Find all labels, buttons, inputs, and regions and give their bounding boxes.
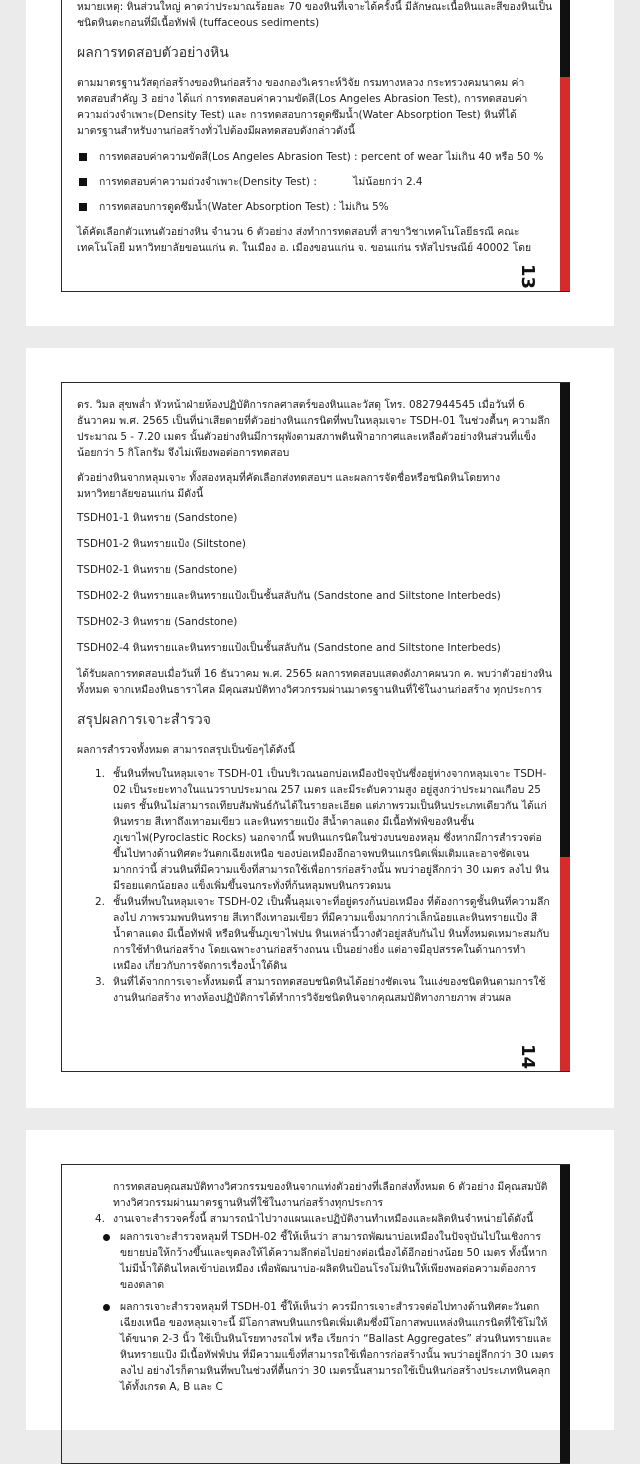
intro-paragraph: ตามมาตรฐานวัสดุก่อสร้างของหินก่อสร้าง ของกองวิเคราะห์วิจัย กรมทางหลวง กระทรวงคมนาคม ค่าทดสอบสำคัญ 3 อย่าง ได้แก่ การทดสอบค่าความขัดสี(Los Angeles Abrasion Test), การทดสอบค่าความถ่วงจำเพาะ(Density Test) และ การทดสอบการดูดซึมน้ำ(Water Absorption Test) หินที่ได้มาตรฐานสำหรับงานก่อสร้างทั่วไปต้องมีผลทดสอบดังกล่าวดังนี้ [77, 77, 528, 137]
note-text: หมายเหตุ: หินส่วนใหญ่ คาดว่าประมาณร้อยละ 70 ของหินที่เจาะได้ครั้งนี้ มีลักษณะเนื้อหินและสีของหินเป็นชนิดหินตะกอนที่มีเนื้อทัฟฟ์ (tuffaceous sediments) [77, 1, 553, 29]
sub-bullet: ผลการเจาะสำรวจหลุมที่ TSDH-02 ชี้ให้เห็นว่า สามารถพัฒนาบ่อเหมืองในปัจจุบันไปในเชิงการขยายบ่อให้กว้างขึ้นและขุดลงให้ได้ความลึกต่อไปอย่างต่อเนื่องได้อีกอย่างน้อย 50 เมตร ทั้งนี้หากไม่มีน้ำใต้ดินไหลเข้าบ่อเหมือง เพื่อพัฒนาบ่อ-ผลิตหินป้อนโรงโม่หินให้เพียงพอต่อความต้องการของตลาด [77, 1229, 554, 1293]
page-frame-14 [61, 382, 570, 1072]
sample-item: TSDH01-1 หินทราย (Sandstone) [77, 512, 238, 524]
page-frame-15 [61, 1164, 570, 1464]
sub-bullet: ผลการเจาะสำรวจหลุมที่ TSDH-01 ชี้ให้เห็นว่า ควรมีการเจาะสำรวจต่อไปทางด้านทิศตะวันตกเฉียงเหนือ ของหลุมเจาะนี้ มีโอกาสพบหินแกรนิตเพิ่มเติมซึ่งมีโอกาสพบแหล่งหินแกรนิตที่ใช้โม่ให้ได้ขนาด 2-3 นิ้ว ใช้เป็นหินโรยทางรถไฟ หรือ เรียกว่า “Ballast Aggregates” ส่วนหินทรายและหินทรายแป้ง มีเนื้อทัฟฟ์ปน ที่มีความแข็งที่สามารถใช้เพื่อการก่อสร้างนั้น พบว่าอยู่ลึกกว่า 30 เมตรลงไป อย่างไรก็ตามหินที่พบในช่วงที่ตื้นกว่า 30 เมตรนั้นสามารถใช้เป็นหินก่อสร้างประเภทหินคลุกได้ทั้งเกรด A, B และ C [77, 1299, 554, 1395]
square-bullet-icon [79, 153, 87, 161]
summary-intro: ผลการสำรวจทั้งหมด สามารถสรุปเป็นข้อๆได้ดังนี้ [77, 744, 295, 756]
page-edge-bar [560, 0, 570, 291]
section-heading-summary: สรุปผลการเจาะสำรวจ [77, 712, 211, 728]
page-edge-bar [560, 383, 570, 1071]
square-bullet-icon [79, 203, 87, 211]
bullet-item: การทดสอบค่าความถ่วงจำเพาะ(Density Test) : ไม่น้อยกว่า 2.4 [77, 174, 554, 190]
sample-item: TSDH02-1 หินทราย (Sandstone) [77, 564, 238, 576]
bullet-item: การทดสอบค่าความขัดสี(Los Angeles Abrasion Test) : percent of wear ไม่เกิน 40 หรือ 50 % [77, 149, 554, 165]
sample-item: TSDH02-2 หินทรายและหินทรายแป้งเป็นชั้นสลับกัน (Sandstone and Siltstone Interbeds) [77, 590, 501, 602]
page-card-13 [26, 0, 614, 326]
square-bullet-icon [79, 178, 87, 186]
page-edge-bar [560, 1165, 570, 1463]
round-bullet-icon [103, 1304, 110, 1311]
finding-item: 3. หินที่ได้จากการเจาะทั้งหมดนี้ สามารถทดสอบชนิดหินได้อย่างชัดเจน ในแง่ของชนิดหินตามการใช้งานหินก่อสร้าง ทางห้องปฏิบัติการได้ทำการวิจัยชนิดหินจากคุณสมบัติทางกายภาพ ส่วนผล [95, 976, 546, 1004]
sample-item: TSDH02-3 หินทราย (Sandstone) [77, 616, 238, 628]
sample-item: TSDH01-2 หินทรายแป้ง (Siltstone) [77, 538, 246, 550]
sample-item: TSDH02-4 หินทรายและหินทรายแป้งเป็นชั้นสลับกัน (Sandstone and Siltstone Interbeds) [77, 642, 501, 654]
page-card-15 [26, 1130, 614, 1430]
continued-text: การทดสอบคุณสมบัติทางวิศวกรรมของหินจากแท่งตัวอย่างที่เลือกส่งทั้งหมด 6 ตัวอย่าง มีคุณสมบัติทางวิศวกรรมผ่านมาตรฐานหินที่ใช้ในงานก่อสร้างทุกประการ [113, 1181, 548, 1209]
finding-item: 2. ชั้นหินที่พบในหลุมเจาะ TSDH-02 เป็นพื้นลุมเจาะที่อยู่ตรงก้นบ่อเหมือง ที่ต้องการดูชั้นหินที่ความลึกลงไป ภาพรวมพบหินทราย สีเทาถึงเทาอมเขียว ที่มีความแข็งมากกว่าเล็กน้อยและหินทรายแป้ง สีน้ำตาลแดง มีเนื้อทัฟฟ์ หรือหินชั้นภูเขาไฟปน หินเหล่านี้วางตัวอยู่สลับกันไป หินทั้งหมดเหมาะสมกับการใช้ทำหินก่อสร้าง โดยเฉพาะงานก่อสร้างถนน เป็นอย่างยิ่ง แต่อาจมีอุปสรรคในด้านการทำเหมือง เกี่ยวกับการจัดการเรื่องน้ำใต้ดิน [95, 896, 550, 972]
results-paragraph: ได้รับผลการทดสอบเมื่อวันที่ 16 ธันวาคม พ.ศ. 2565 ผลการทดสอบแสดงดังภาคผนวก ค. พบว่าตัวอย่างหินทั้งหมด จากเหมืองหินธาราไศล มีคุณสมบัติทางวิศวกรรมผ่านมาตรฐานหินที่ใช้ในงานก่อสร้าง ทุกประการ [77, 668, 552, 696]
finding-item: 4. งานเจาะสำรวจครั้งนี้ สามารถนำไปวางแผนและปฏิบัติงานทำเหมืองและผลิตหินจำหน่ายได้ดังนี้ [95, 1213, 534, 1225]
page-number: 14 [516, 1043, 538, 1070]
finding-item: 1. ชั้นหินที่พบในหลุมเจาะ TSDH-01 เป็นบริเวณนอกบ่อเหมืองปัจจุบันซึ่งอยู่ห่างจากหลุมเจาะ TSDH-02 เป็นระยะทางในแนวราบประมาณ 257 เมตร และมีระดับความสูง อยู่สูงกว่าประมาณเกือบ 25 เมตร ชั้นหินไม่สามารถเทียบสัมพันธ์กันได้ในรายละเอียด แต่ภาพรวมเป็นหินประเภทเดียวกัน ได้แก่ หินทราย สีเทาถึงเทาอมเขียว และหินทรายแป้ง สีน้ำตาลแดง มีเนื้อทัฟฟ์ของหินชั้นภูเขาไฟ(Pyroclastic Rocks) นอกจากนี้ พบหินแกรนิตในช่วงบนของหลุม ซึ่งหากมีการสำรวจต่อขึ้นไปทางด้านทิศตะวันตกเฉียงเหนือ ของบ่อเหมืองอีกอาจพบหินแกรนิตเพิ่มเติมและอาจชัดเจนมากกว่านี้ ส่วนหินที่มีความแข็งที่สามารถใช้เพื่อการก่อสร้างนั้น พบว่าอยู่ลึกกว่า 30 เมตร ลงไป หินมีรอยแตกน้อยลง แข็งเพิ่มขึ้นจนกระทั่งที่ก้นหลุมพบหินกรวดมน [95, 768, 549, 892]
section-heading-test-results: ผลการทดสอบตัวอย่างหิน [77, 45, 229, 61]
bullet-item: การทดสอบการดูดซึมน้ำ(Water Absorption Test) : ไม่เกิน 5% [77, 199, 554, 215]
page-card-14 [26, 348, 614, 1108]
page-frame-13 [61, 0, 570, 292]
closing-paragraph: ได้คัดเลือกตัวแทนตัวอย่างหิน จำนวน 6 ตัวอย่าง ส่งทำการทดสอบที่ สาขาวิชาเทคโนโลยีธรณี คณะเทคโนโลยี มหาวิทยาลัยขอนแก่น ต. ในเมือง อ. เมืองขอนแก่น จ. ขอนแก่น รหัสไปรษณีย์ 40002 โดย [77, 226, 532, 254]
samples-intro: ตัวอย่างหินจากหลุมเจาะ ทั้งสองหลุมที่คัดเลือกส่งทดสอบฯ และผลการจัดชื่อหรือชนิดหินโดยทาง มหาวิทยาลัยขอนแก่น มีดังนี้ [77, 472, 501, 500]
lab-paragraph: ดร. วิมล สุขพล่ำ หัวหน้าฝ่ายห้องปฏิบัติการกลศาสตร์ของหินและวัสดุ โทร. 0827944545 เมื่อวันที่ 6 ธันวาคม พ.ศ. 2565 เป็นที่น่าเสียดายที่ตัวอย่างหินแกรนิตที่พบในหลุมเจาะ TSDH-01 ในช่วงตื้นๆ ความลึกประมาณ 5 - 7.20 เมตร นั้นตัวอย่างหินมีการผุพังตามสภาพดินฟ้าอากาศและเหลือตัวอย่างหินส่วนที่แข็งน้อยกว่า 5 กิโลกรัม จึงไม่เพียงพอต่อการทดสอบ [77, 399, 550, 459]
round-bullet-icon [103, 1234, 110, 1241]
findings-list [77, 766, 554, 1006]
page-number: 13 [516, 263, 538, 290]
